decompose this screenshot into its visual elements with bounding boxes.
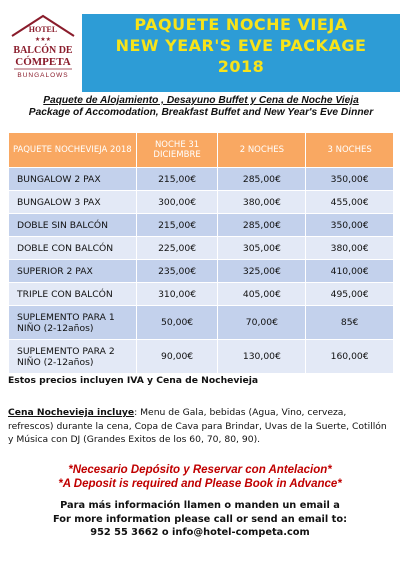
logo-bottom-text: BUNGALOWS bbox=[17, 72, 69, 79]
table-row bbox=[9, 191, 394, 214]
price-2-nights: 70,00€ bbox=[218, 306, 306, 340]
logo-top-text: HOTEL bbox=[28, 25, 58, 34]
price-1-night: 310,00€ bbox=[136, 283, 218, 306]
logo-line1: BALCÓN DE bbox=[13, 45, 73, 56]
price-3-nights: 380,00€ bbox=[306, 237, 394, 260]
hotel-logo bbox=[6, 10, 80, 82]
room-type: SUPLEMENTO PARA 1 NIÑO (2-12años) bbox=[9, 306, 137, 340]
package-description-es: Paquete de Alojamiento , Desayuno Buffet y Cena de Noche Vieja bbox=[43, 95, 359, 106]
table-row bbox=[9, 306, 394, 340]
contact-info bbox=[0, 499, 400, 540]
header-package: PAQUETE NOCHEVIEJA 2018 bbox=[9, 133, 137, 168]
price-1-night: 215,00€ bbox=[136, 214, 218, 237]
price-2-nights: 305,00€ bbox=[218, 237, 306, 260]
price-3-nights: 160,00€ bbox=[306, 340, 394, 374]
price-3-nights: 85€ bbox=[306, 306, 394, 340]
header-2-nights: 2 NOCHES bbox=[218, 133, 306, 168]
price-3-nights: 410,00€ bbox=[306, 260, 394, 283]
price-1-night: 50,00€ bbox=[136, 306, 218, 340]
package-description bbox=[8, 95, 394, 118]
room-type: DOBLE SIN BALCÓN bbox=[9, 214, 137, 237]
logo-stars: ★★★ bbox=[34, 36, 52, 43]
price-3-nights: 495,00€ bbox=[306, 283, 394, 306]
price-2-nights: 285,00€ bbox=[218, 168, 306, 191]
header bbox=[0, 0, 400, 93]
price-3-nights: 455,00€ bbox=[306, 191, 394, 214]
room-type: DOBLE CON BALCÓN bbox=[9, 237, 137, 260]
price-3-nights: 350,00€ bbox=[306, 168, 394, 191]
dinner-description bbox=[8, 406, 392, 447]
price-2-nights: 130,00€ bbox=[218, 340, 306, 374]
price-table bbox=[8, 132, 394, 374]
table-row bbox=[9, 340, 394, 374]
table-row bbox=[9, 237, 394, 260]
price-1-night: 235,00€ bbox=[136, 260, 218, 283]
room-type: SUPLEMENTO PARA 2 NIÑO (2-12años) bbox=[9, 340, 137, 374]
price-1-night: 225,00€ bbox=[136, 237, 218, 260]
header-night-31: NOCHE 31 DICIEMBRE bbox=[136, 133, 218, 168]
contact-line-en: For more information please call or send an email to: bbox=[52, 513, 348, 525]
price-2-nights: 285,00€ bbox=[218, 214, 306, 237]
table-row bbox=[9, 283, 394, 306]
price-2-nights: 380,00€ bbox=[218, 191, 306, 214]
title-banner bbox=[82, 14, 400, 92]
prices-include-note: Estos precios incluyen IVA y Cena de Nochevieja bbox=[8, 375, 259, 386]
package-description-en: Package of Accomodation, Breakfast Buffet and New Year's Eve Dinner bbox=[28, 106, 374, 118]
price-1-night: 215,00€ bbox=[136, 168, 218, 191]
room-type: SUPERIOR 2 PAX bbox=[9, 260, 137, 283]
room-type: BUNGALOW 3 PAX bbox=[9, 191, 137, 214]
banner-year: 2018 bbox=[217, 57, 265, 76]
deposit-notice-en: *A Deposit is required and Please Book in Advance* bbox=[58, 478, 342, 490]
table-row bbox=[9, 168, 394, 191]
deposit-notice-es: *Necesario Depósito y Reservar con Antelacion* bbox=[68, 464, 332, 476]
banner-title-es: PAQUETE NOCHE VIEJA bbox=[134, 15, 348, 34]
table-row bbox=[9, 214, 394, 237]
room-type: BUNGALOW 2 PAX bbox=[9, 168, 137, 191]
header-3-nights: 3 NOCHES bbox=[306, 133, 394, 168]
table-row bbox=[9, 260, 394, 283]
logo-line2: CÓMPETA bbox=[15, 56, 71, 68]
price-2-nights: 325,00€ bbox=[218, 260, 306, 283]
price-1-night: 90,00€ bbox=[136, 340, 218, 374]
price-1-night: 300,00€ bbox=[136, 191, 218, 214]
contact-phone-email[interactable]: 952 55 3662 o info@hotel-competa.com bbox=[90, 527, 310, 538]
dinner-lead: Cena Nochevieja incluye bbox=[8, 407, 135, 418]
dinner-text: : Menu de Gala, bebidas (Agua, Vino, cerveza, refrescos) durante la cena, Copa de Cava para Brindar, Uvas de la Suerte, Cotillón y Música con DJ (Grandes Exitos de los 60, 70, 80, 90). bbox=[8, 407, 387, 445]
contact-line-es: Para más información llamen o manden un email a bbox=[60, 500, 340, 511]
price-table-header bbox=[9, 133, 394, 168]
price-3-nights: 350,00€ bbox=[306, 214, 394, 237]
price-2-nights: 405,00€ bbox=[218, 283, 306, 306]
room-type: TRIPLE CON BALCÓN bbox=[9, 283, 137, 306]
deposit-notice bbox=[0, 463, 400, 491]
banner-title-en: NEW YEAR'S EVE PACKAGE bbox=[115, 36, 367, 55]
